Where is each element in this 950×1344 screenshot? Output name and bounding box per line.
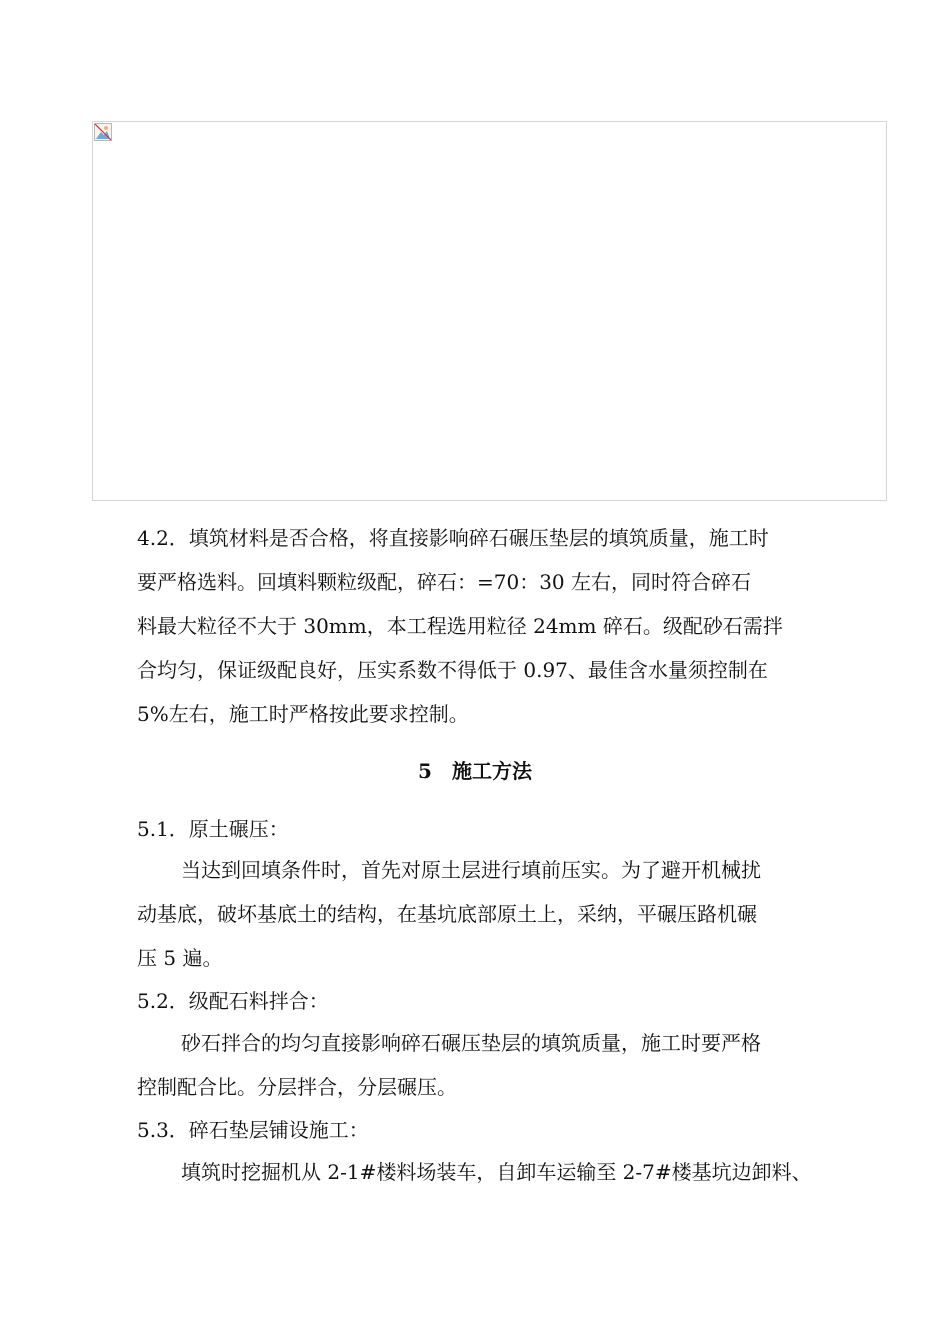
section-5-heading: 5 施工方法	[418, 759, 532, 783]
subsection-5-3-title: 5.3．碎石垫层铺设施工：	[137, 1118, 369, 1142]
subsection-5-2-title: 5.2．级配石料拌合：	[137, 989, 329, 1013]
paragraph-4-2-line: 4.2．填筑材料是否合格，将直接影响碎石碾压垫层的填筑质量，施工时	[137, 526, 769, 550]
broken-image-icon	[94, 123, 112, 141]
paragraph-5-1-line: 当达到回填条件时，首先对原土层进行填前压实。为了避开机械扰	[181, 858, 761, 882]
embedded-figure	[92, 121, 887, 501]
paragraph-5-3-line: 填筑时挖掘机从 2-1#楼料场装车，自卸车运输至 2-7#楼基坑边卸料、	[181, 1160, 812, 1184]
paragraph-5-1-line: 压 5 遍。	[137, 946, 223, 970]
subsection-5-1-title: 5.1．原土碾压：	[137, 817, 289, 841]
paragraph-4-2-line: 要严格选料。回填料颗粒级配，碎石：=70：30 左右，同时符合碎石	[137, 570, 752, 594]
paragraph-5-1-line: 动基底，破坏基底土的结构，在基坑底部原土上，采纳，平碾压路机碾	[137, 902, 757, 926]
paragraph-4-2-line: 5%左右，施工时严格按此要求控制。	[137, 702, 469, 726]
paragraph-4-2-line: 料最大粒径不大于 30mm，本工程选用粒径 24mm 碎石。级配砂石需拌	[137, 614, 783, 638]
paragraph-5-2-line: 砂石拌合的均匀直接影响碎石碾压垫层的填筑质量，施工时要严格	[181, 1031, 761, 1055]
paragraph-5-2-line: 控制配合比。分层拌合，分层碾压。	[137, 1075, 457, 1099]
paragraph-4-2-line: 合均匀，保证级配良好，压实系数不得低于 0.97、最佳含水量须控制在	[137, 658, 768, 682]
